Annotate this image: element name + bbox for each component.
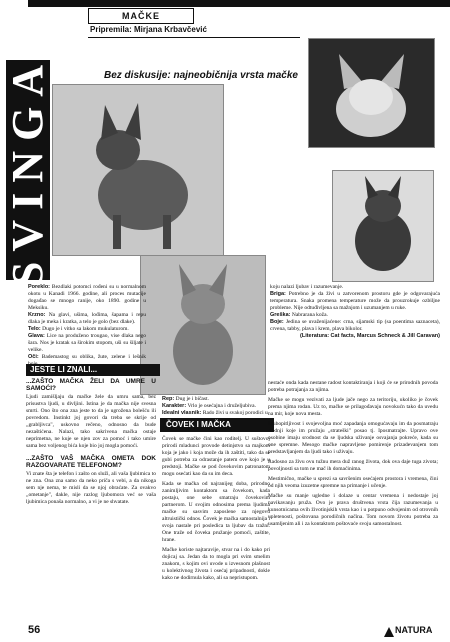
top-bar	[28, 0, 450, 7]
prepared-by: Pripremila: Mirjana Krbavčević	[88, 23, 300, 38]
natura-logo-icon	[384, 624, 394, 634]
breed-facts: Poreklo: Bezdlaki potomci rođeni su u normalnom okotu u Kanadi 1966. godine, ali proces mutacije događao se mnogo ranije, oko 1890. godine u Meksiku. Krzno: Na glavi, ušima, lođima, šapama i repu dlaka je meka i kratka, a telo je golo (bez dlake). Telo: Dugo je i vitko sa lakom mukulaturom. Glava: Lice na produženo trougao, vise dlaka nego šara. Nos je kratak sa širokim stopom, uši su šiljate i velike. Oči: Bademastog su oblika, žute, zelene i lešnik	[28, 284, 147, 360]
did-you-know-heading: JESTE LI ZNALI...	[26, 364, 160, 376]
article-title: SVINGA	[3, 54, 53, 286]
page-number: 56	[28, 624, 41, 636]
photo-sphynx-head	[308, 38, 435, 148]
magazine-name: NATURA	[395, 625, 433, 635]
human-and-cat-text: Čovek se mačke čini kao roditelj. U suštovoj prirodi mladunci provode detinjstvo sa majkom koja je jako i koja može da ih zaštiti, tako da se gubi potreba za odrastanje patem ove kojo je u predstoji. Mačke se pod čovekovim patronatom mogu osećati kao da su im deca. Kada se mačka od najranijeg doba, prirodno zanimljivim kontaktom sa čovekom, kada postaju, one sebe smatraju čovekovim partnerom. U svojim odnosima prema ljudima mačke su sasvim zaposlene za njegovu altruistički odnos. Čovek je mačka samostalnija i svoja nastale pri posledica ta ljubav da tražni. One traže od čoveka pružanje pomoći, zaštite, hrane. Mačke koriste najtaravije, stvar na i do kako pri dojicaj sa. Jedan da to mogla pri svim smelim znakom, s kojim ovi uvode u izvesnom plašnost u kolektivnog života i osećaj pripadnosti, dokle kako ne dodirnula kako, ali sa nepristupom.	[162, 436, 270, 581]
article-continuation: nestaće onda kada nestane radost kontaktiranja i koji će se prirodnih povoda potreba potrajanja za njima. Mačke se mogu vezivati za ljude jače nego za teritoriju, ukoliko je čovek prema njima rodan. Uz to, mačke se prilagođavaju novokućn tako da uvedu na mir, koje nova mesta. Ljubopitljivost i svojevoljna moć zapadanja omogućavaju im da posmatraju srednji koje im pružaju „strateški" posao tj. Iposmatrajte. Upravo ove osobine imaju srodnost da se ljudska uživanje osvajanja pokreće, kada su one spremne. Mesogo mačke napravljene pomirenje prizadevanjem tom predstavljanjem da ljudi tako i uživaju. Radosno za živu ovu tužnu mera duž ranog života, dok ova daje tuga zivota; povoljnosti sa tom ne mač ih domaćinima. Mestimično, mačke u sprezi sa savršenim osećajem prostora i vremena, čini od njih veoma izuzetne spremne na primanje i učenje. Mačke su manje ugledne i dolaze u centar vremena i nedostaje joj navikavanju pruža. Ovo je prava društvena vrsta čija razumevanja u kunsotnicama ovih životinjskih vrsta kao i u potpuno odvojenim od otrovnih upletenosti, poštovana porodičnih načina. Tom novom životu potreba za usamljenim ali i za kontaktom poštovaće svoju samostalnost.	[268, 380, 438, 527]
care-facts: koju nalazi ljubav i razumevanje. Briga: Potrebno je da živi u zatvorenom prostoru gde je odgovarajuća temperatura. Snaka promena temperature može da prouzrokuje ozbiljne probleme. Nije odtuđivljena sa mažnjom i uzumanjem u ruke. Greška: Nabrarana koža. Boje: Jedina se uvaženijaćene: crna, sijamski tip (sa poentima saznaceta), crvena, tabby, plava i krem, plava bikolor. (Literatura: Cat facts, Marcus Schneck & Jill Caravan)	[270, 284, 441, 339]
source-citation: (Literatura: Cat facts, Marcus Schneck & Jill Caravan)	[300, 333, 440, 339]
human-and-cat-heading: ČOVEK I MAČKA	[160, 418, 274, 432]
section-label: MAČKE	[88, 8, 194, 24]
did-you-know-box: ...ZAŠTO MAČKA ŽELI DA UMRE U SAMOĆI? Ljudi zamišljaju da mačke žele da umru sama, bez prisustva ljudi, u divljini. Istina je da mačka nije svesna smrti. Ono što ona zna jeste to da je ugrožena bolešću ili povredom. Instinkt joj govori da treba se skrije od „grabljivca", uskovno rečeno, odnosno da bude nezaštićena. Nalazi, tako sakrivena mačka ostaje neprimetna, ne kuje se njen zov za pomoć i tako umire sama bez voljenog bića koje bio joj mogla pomoći. ...ZAŠTO VAŠ MAČKA OMETA DOK RAZGOVARATE TELEFONOM? Vi znate šta je telefon i zašto on služi, ali vaša ljubimica to ne zna. Ona zna samo da neko priča s vebi, a da nikoga sem nje nema, te misli da se njoj obraćate. Za ovakvo „ometanje", dakle, nije razlog ljubomora već se vaša ljubimica ponaša normalno, a vi je ne shvatate.	[26, 378, 156, 505]
article-subtitle: Bez diskusije: najneobičnija vrsta mačke	[104, 70, 298, 81]
temperament-facts: Rep: Dug je i bičast. Karakter: Vrlo je osećajna i druželjubiva. Idealni vlasnik: Rado živi u svakoj porodici u	[162, 396, 268, 416]
photo-sphynx-standing	[52, 84, 224, 256]
vertical-title-block	[3, 54, 53, 286]
photo-sphynx-sitting	[332, 170, 434, 282]
